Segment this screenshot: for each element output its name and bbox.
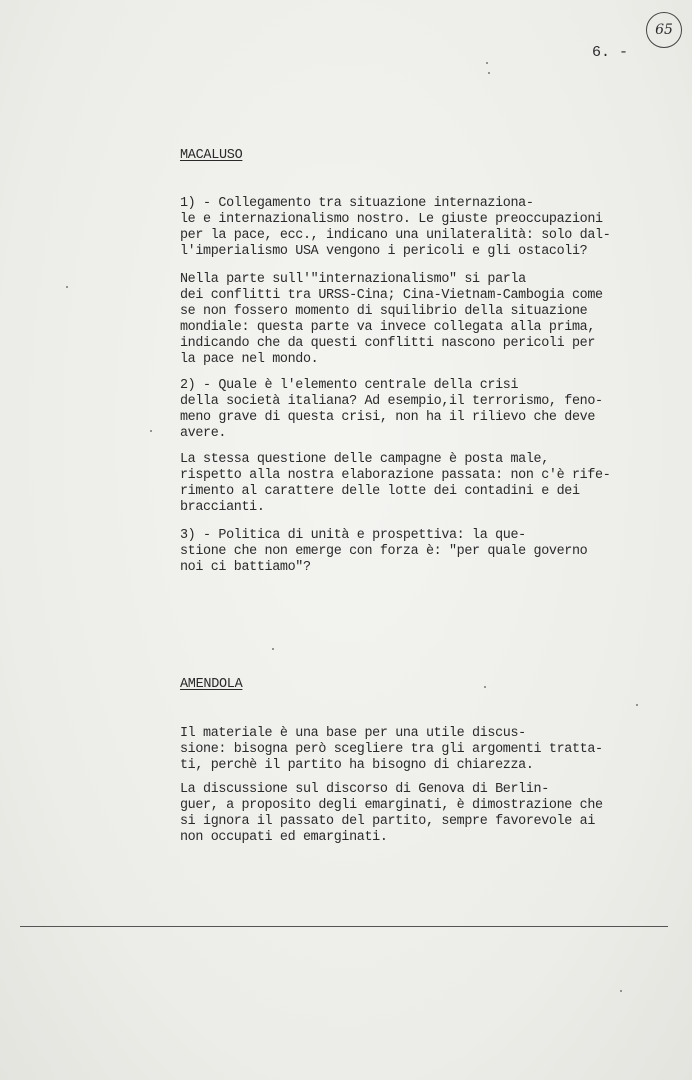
- paragraph: La stessa questione delle campagne è posta male, rispetto alla nostra elaborazione passata: non c'è rife- rimento al carattere delle lotte dei contadini e dei braccianti.: [180, 452, 611, 515]
- paragraph: La discussione sul discorso di Genova di Berlin- guer, a proposito degli emarginati, è dimostrazione che si ignora il passato del partito, sempre favorevole ai non occupati ed emarginati.: [180, 782, 603, 845]
- paragraph: Il materiale è una base per una utile discus- sione: bisogna però scegliere tra gli argomenti tratta- ti, perchè il partito ha bisogno di chiarezza.: [180, 726, 603, 773]
- paragraph: Nella parte sull'"internazionalismo" si parla dei conflitti tra URSS-Cina; Cina-Vietnam-Cambogia come se non fossero momento di squilibrio della situazione mondiale: questa parte va invece collegata alla prima, indicando che da questi conflitti nascono pericoli per la pace nel mondo.: [180, 272, 603, 367]
- paragraph: 2) - Quale è l'elemento centrale della crisi della società italiana? Ad esempio,il terrorismo, feno- meno grave di questa crisi, non ha il rilievo che deve avere.: [180, 378, 603, 441]
- section-heading-amendola: AMENDOLA: [180, 677, 243, 692]
- paragraph: 3) - Politica di unità e prospettiva: la que- stione che non emerge con forza è: "per quale governo noi ci battiamo"?: [180, 528, 588, 575]
- page-number: 6. -: [592, 44, 629, 61]
- paragraph: 1) - Collegamento tra situazione internaziona- le e internazionalismo nostro. Le giuste preoccupazioni per la pace, ecc., indicano una unilateralità: solo dal- l'imperialismo USA vengono i pericoli e gli ostacoli?: [180, 196, 611, 259]
- section-heading-macaluso: MACALUSO: [180, 148, 243, 163]
- archive-stamp: 65: [646, 12, 682, 48]
- horizontal-rule: [20, 926, 668, 927]
